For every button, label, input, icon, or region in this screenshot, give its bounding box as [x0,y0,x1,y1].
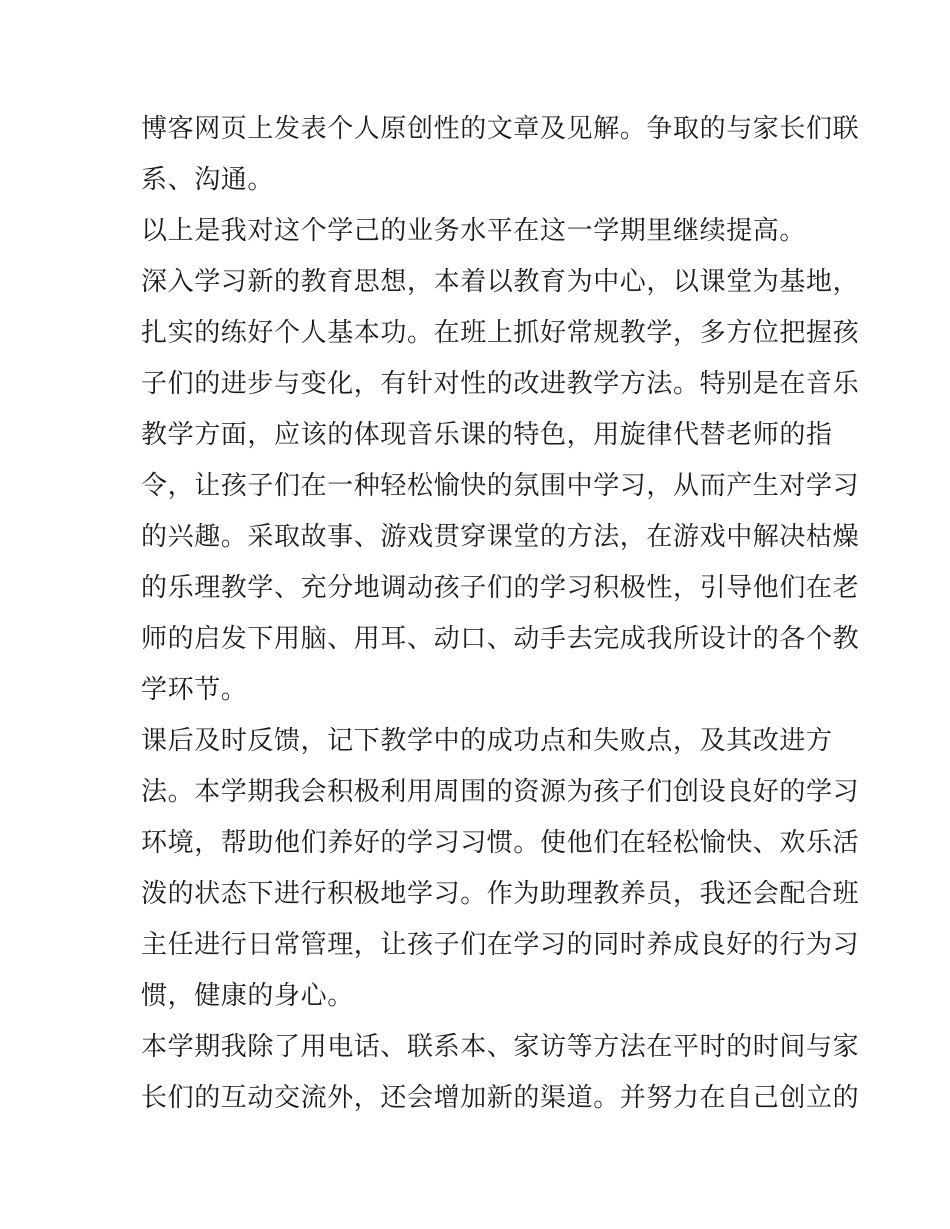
text-line: 令，让孩子们在一种轻松愉快的氛围中学习，从而产生对学习 [141,471,860,501]
text-line: 的兴趣。采取故事、游戏贯穿课堂的方法，在游戏中解决枯燥 [141,522,860,552]
text-line: 师的启发下用脑、用耳、动口、动手去完成我所设计的各个教 [141,624,860,654]
text-line: 课后及时反馈，记下教学中的成功点和失败点，及其改进方 [141,726,833,756]
text-line: 泼的状态下进行积极地学习。作为助理教养员，我还会配合班 [141,879,860,909]
text-line: 子们的进步与变化，有针对性的改进教学方法。特别是在音乐 [141,369,860,399]
text-line: 法。本学期我会积极利用周围的资源为孩子们创设良好的学习 [141,777,860,807]
text-line: 以上是我对这个学己的业务水平在这一学期里继续提高。 [141,216,807,246]
text-line: 惯，健康的身心。 [141,981,354,1011]
text-line: 长们的互动交流外，还会增加新的渠道。并努力在自己创立的 [141,1083,860,1113]
text-line: 的乐理教学、充分地调动孩子们的学习积极性，引导他们在老 [141,573,860,603]
text-line: 系、沟通。 [141,165,275,195]
text-line: 环境，帮助他们养好的学习习惯。使他们在轻松愉快、欢乐活 [141,828,860,858]
text-line: 扎实的练好个人基本功。在班上抓好常规教学，多方位把握孩 [141,318,860,348]
document-body [141,104,860,1124]
text-line: 深入学习新的教育思想，本着以教育为中心，以课堂为基地， [141,267,860,297]
text-line: 学环节。 [141,675,248,705]
text-line: 教学方面，应该的体现音乐课的特色，用旋律代替老师的指 [141,420,833,450]
text-line: 本学期我除了用电话、联系本、家访等方法在平时的时间与家 [141,1032,860,1062]
text-line: 博客网页上发表个人原创性的文章及见解。争取的与家长们联 [141,114,860,144]
text-line: 主任进行日常管理，让孩子们在学习的同时养成良好的行为习 [141,930,860,960]
